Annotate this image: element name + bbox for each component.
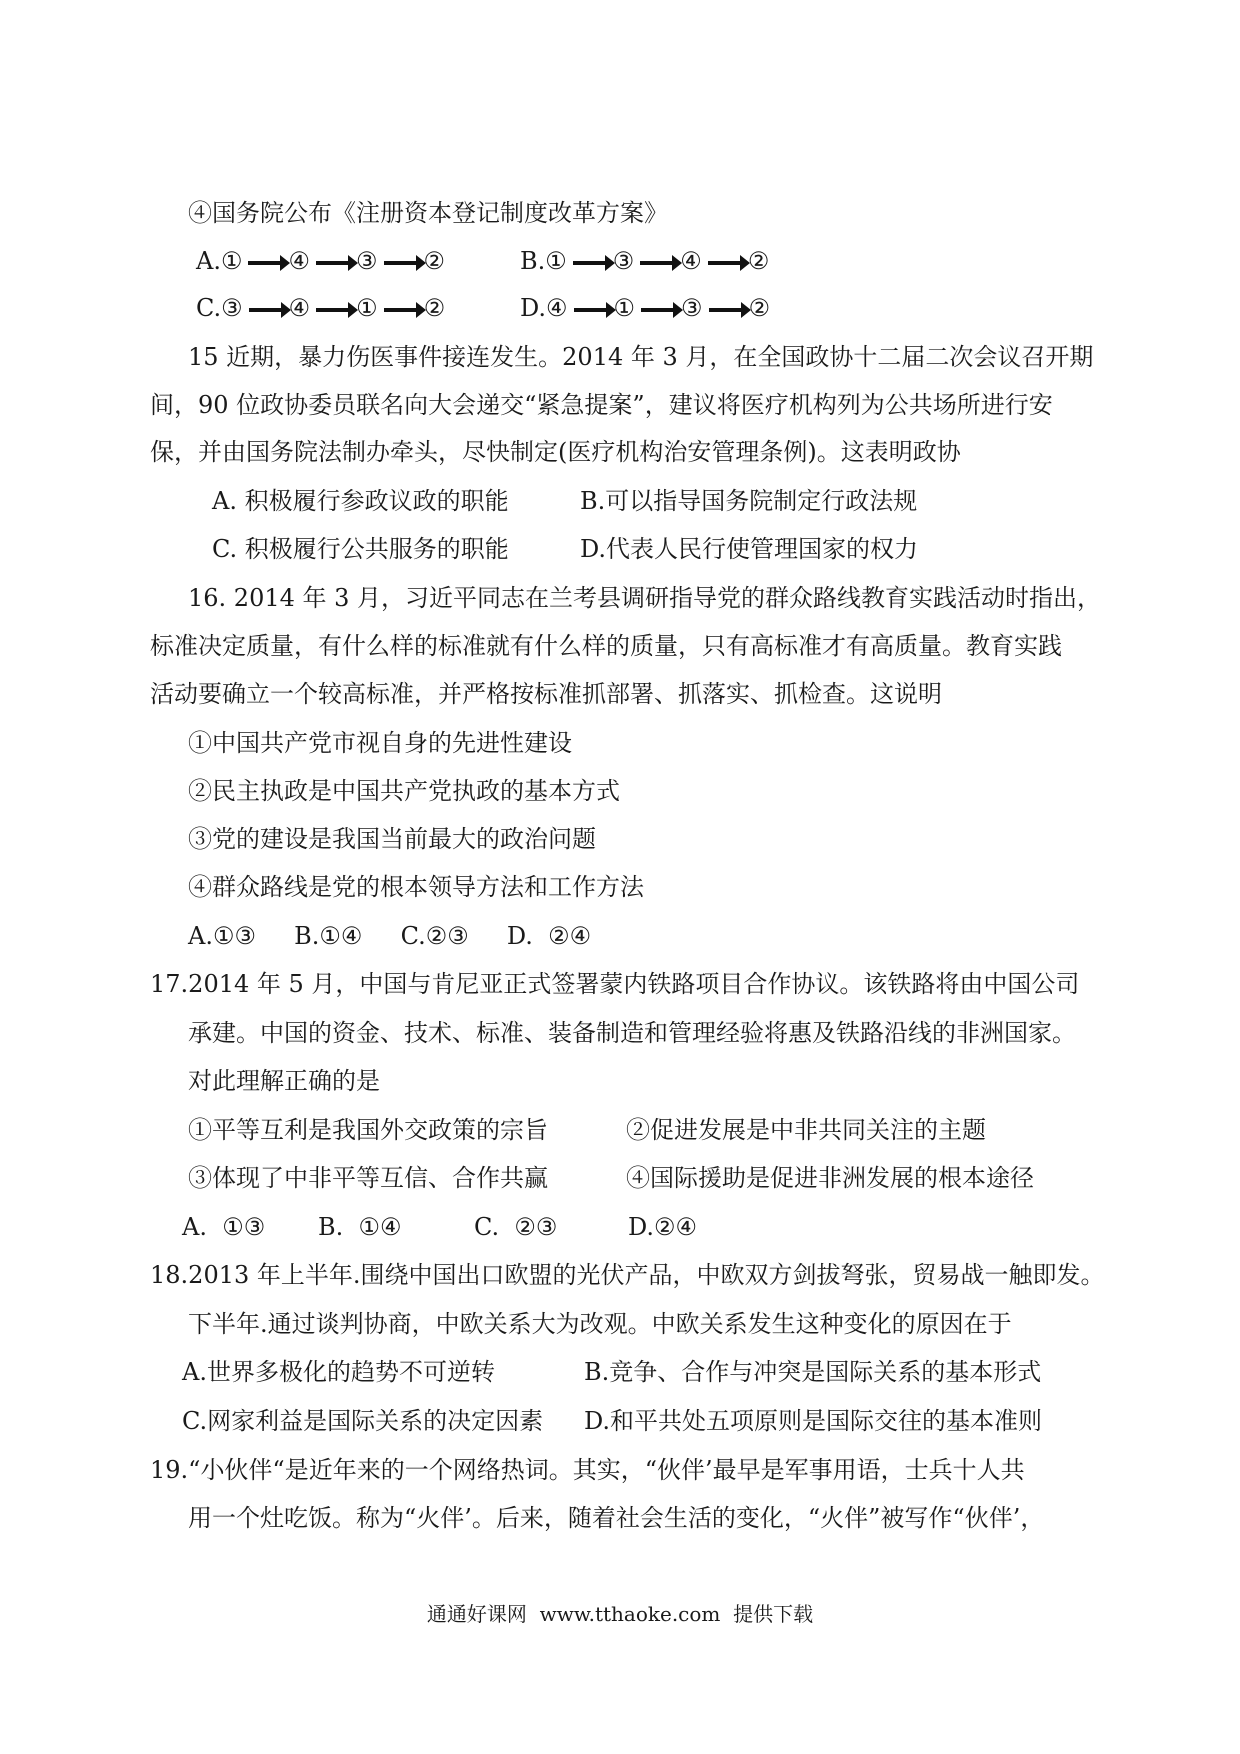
q18-stem-line-2: 下半年.通过谈判协商，中欧关系大为改观。中欧关系发生这种变化的原因在于: [188, 1310, 1012, 1338]
q15-stem-line-2: 间，90 位政协委员联名向大会递交“紧急提案”，建议将医疗机构列为公共场所进行安: [150, 391, 1053, 419]
q15-stem-line-1: 15 近期，暴力伤医事件接连发生。2014 年 3 月，在全国政协十二届二次会议召开期: [188, 343, 1094, 371]
q16-options: A.①③ B.①④ C.②③ D. ②④: [188, 922, 592, 950]
q16-statement-4: ④群众路线是党的根本领导方法和工作方法: [188, 873, 644, 901]
seq-item: ④: [288, 294, 311, 322]
seq-item: ①: [613, 294, 636, 322]
q18-option-d: D.和平共处五项原则是国际交往的基本准则: [584, 1407, 1043, 1435]
q14-option-c: [196, 293, 445, 323]
q18-option-c: C.网家利益是国际关系的决定因素: [182, 1407, 544, 1435]
q14-option-a: [196, 246, 445, 276]
q15-stem-line-3: 保，并由国务院法制办牵头，尽快制定(医疗机构治安管理条例)。这表明政协: [150, 438, 961, 466]
seq-item: ②: [747, 247, 770, 275]
seq-item: ①: [356, 294, 378, 322]
seq-item: ③: [612, 247, 635, 275]
arrow-icon: [384, 308, 418, 312]
seq-item: ④: [680, 247, 702, 275]
seq-item: ②: [423, 247, 446, 275]
seq-item: ④: [546, 294, 568, 322]
q17-option-a: A. ①③: [182, 1213, 266, 1241]
q14-statement-4: ④国务院公布《注册资本登记制度改革方案》: [188, 199, 668, 227]
seq-item: ①: [545, 247, 567, 275]
q18-option-a: A.世界多极化的趋势不可逆转: [182, 1358, 495, 1386]
option-letter: A.: [196, 247, 221, 275]
arrow-icon: [384, 261, 418, 265]
q17-statement-3: ③体现了中非平等互信、合作共赢: [188, 1164, 548, 1192]
q19-stem-line-1: 19.“小伙伴“是近年来的一个网络热词。其实，“伙伴’最早是军事用语，士兵十人共: [150, 1456, 1025, 1484]
q17-statement-2: ②促进发展是中非共同关注的主题: [626, 1116, 986, 1144]
arrow-icon: [248, 261, 282, 265]
q14-option-b: [520, 246, 769, 276]
arrow-icon: [249, 308, 283, 312]
seq-item: ③: [221, 294, 243, 322]
footer-link[interactable]: 通通好课网 www.tthaoke.com 提供下载: [426, 1602, 814, 1626]
option-letter: C.: [196, 294, 222, 322]
q15-option-b: B.可以指导国务院制定行政法规: [580, 487, 918, 515]
q17-statement-1: ①平等互利是我国外交政策的宗旨: [188, 1116, 548, 1144]
seq-item: ③: [356, 247, 378, 275]
seq-item: ③: [681, 294, 703, 322]
arrow-icon: [573, 261, 607, 265]
q17-option-d: D.②④: [628, 1213, 698, 1241]
seq-item: ②: [423, 294, 446, 322]
q19-stem-line-2: 用一个灶吃饭。称为“火伴’。后来，随着社会生活的变化，“火伴”被写作“伙伴’，: [188, 1504, 1045, 1532]
q16-stem-line-1: 16. 2014 年 3 月，习近平同志在兰考县调研指导党的群众路线教育实践活动时指出，: [188, 584, 1102, 612]
q15-option-c: C. 积极履行公共服务的职能: [212, 535, 509, 563]
q18-option-b: B.竞争、合作与冲突是国际关系的基本形式: [584, 1358, 1042, 1386]
q15-option-d: D.代表人民行使管理国家的权力: [580, 535, 919, 563]
option-letter: D.: [520, 294, 547, 322]
seq-item: ①: [220, 247, 243, 275]
arrow-icon: [641, 308, 675, 312]
q16-statement-2: ②民主执政是中国共产党执政的基本方式: [188, 777, 620, 805]
q17-option-c: C. ②③: [474, 1213, 558, 1241]
q17-stem-line-2: 承建。中国的资金、技术、标准、装备制造和管理经验将惠及铁路沿线的非洲国家。: [188, 1019, 1076, 1047]
q17-stem-line-1: 17.2014 年 5 月，中国与肯尼亚正式签署蒙内铁路项目合作协议。该铁路将由中国公司: [150, 970, 1080, 998]
arrow-icon: [316, 261, 350, 265]
q18-stem-line-1: 18.2013 年上半年.围绕中国出口欧盟的光伏产品，中欧双方剑拔弩张，贸易战一触即发。: [150, 1261, 1105, 1289]
option-letter: B.: [520, 247, 546, 275]
arrow-icon: [708, 261, 742, 265]
q17-stem-line-3: 对此理解正确的是: [188, 1067, 380, 1095]
q17-option-b: B. ①④: [318, 1213, 402, 1241]
seq-item: ②: [748, 294, 771, 322]
arrow-icon: [640, 261, 674, 265]
q15-option-a: A. 积极履行参政议政的职能: [212, 487, 509, 515]
q14-option-d: [520, 293, 770, 323]
q16-statement-3: ③党的建设是我国当前最大的政治问题: [188, 825, 596, 853]
arrow-icon: [316, 308, 350, 312]
page-footer: [0, 1598, 1240, 1627]
q16-stem-line-3: 活动要确立一个较高标准，并严格按标准抓部署、抓落实、抓检查。这说明: [150, 680, 942, 708]
seq-item: ④: [288, 247, 310, 275]
arrow-icon: [574, 308, 608, 312]
q16-statement-1: ①中国共产党市视自身的先进性建设: [188, 729, 572, 757]
q17-statement-4: ④国际援助是促进非洲发展的根本途径: [626, 1164, 1034, 1192]
q16-stem-line-2: 标准决定质量，有什么样的标准就有什么样的质量，只有高标准才有高质量。教育实践: [150, 632, 1062, 660]
arrow-icon: [709, 308, 743, 312]
